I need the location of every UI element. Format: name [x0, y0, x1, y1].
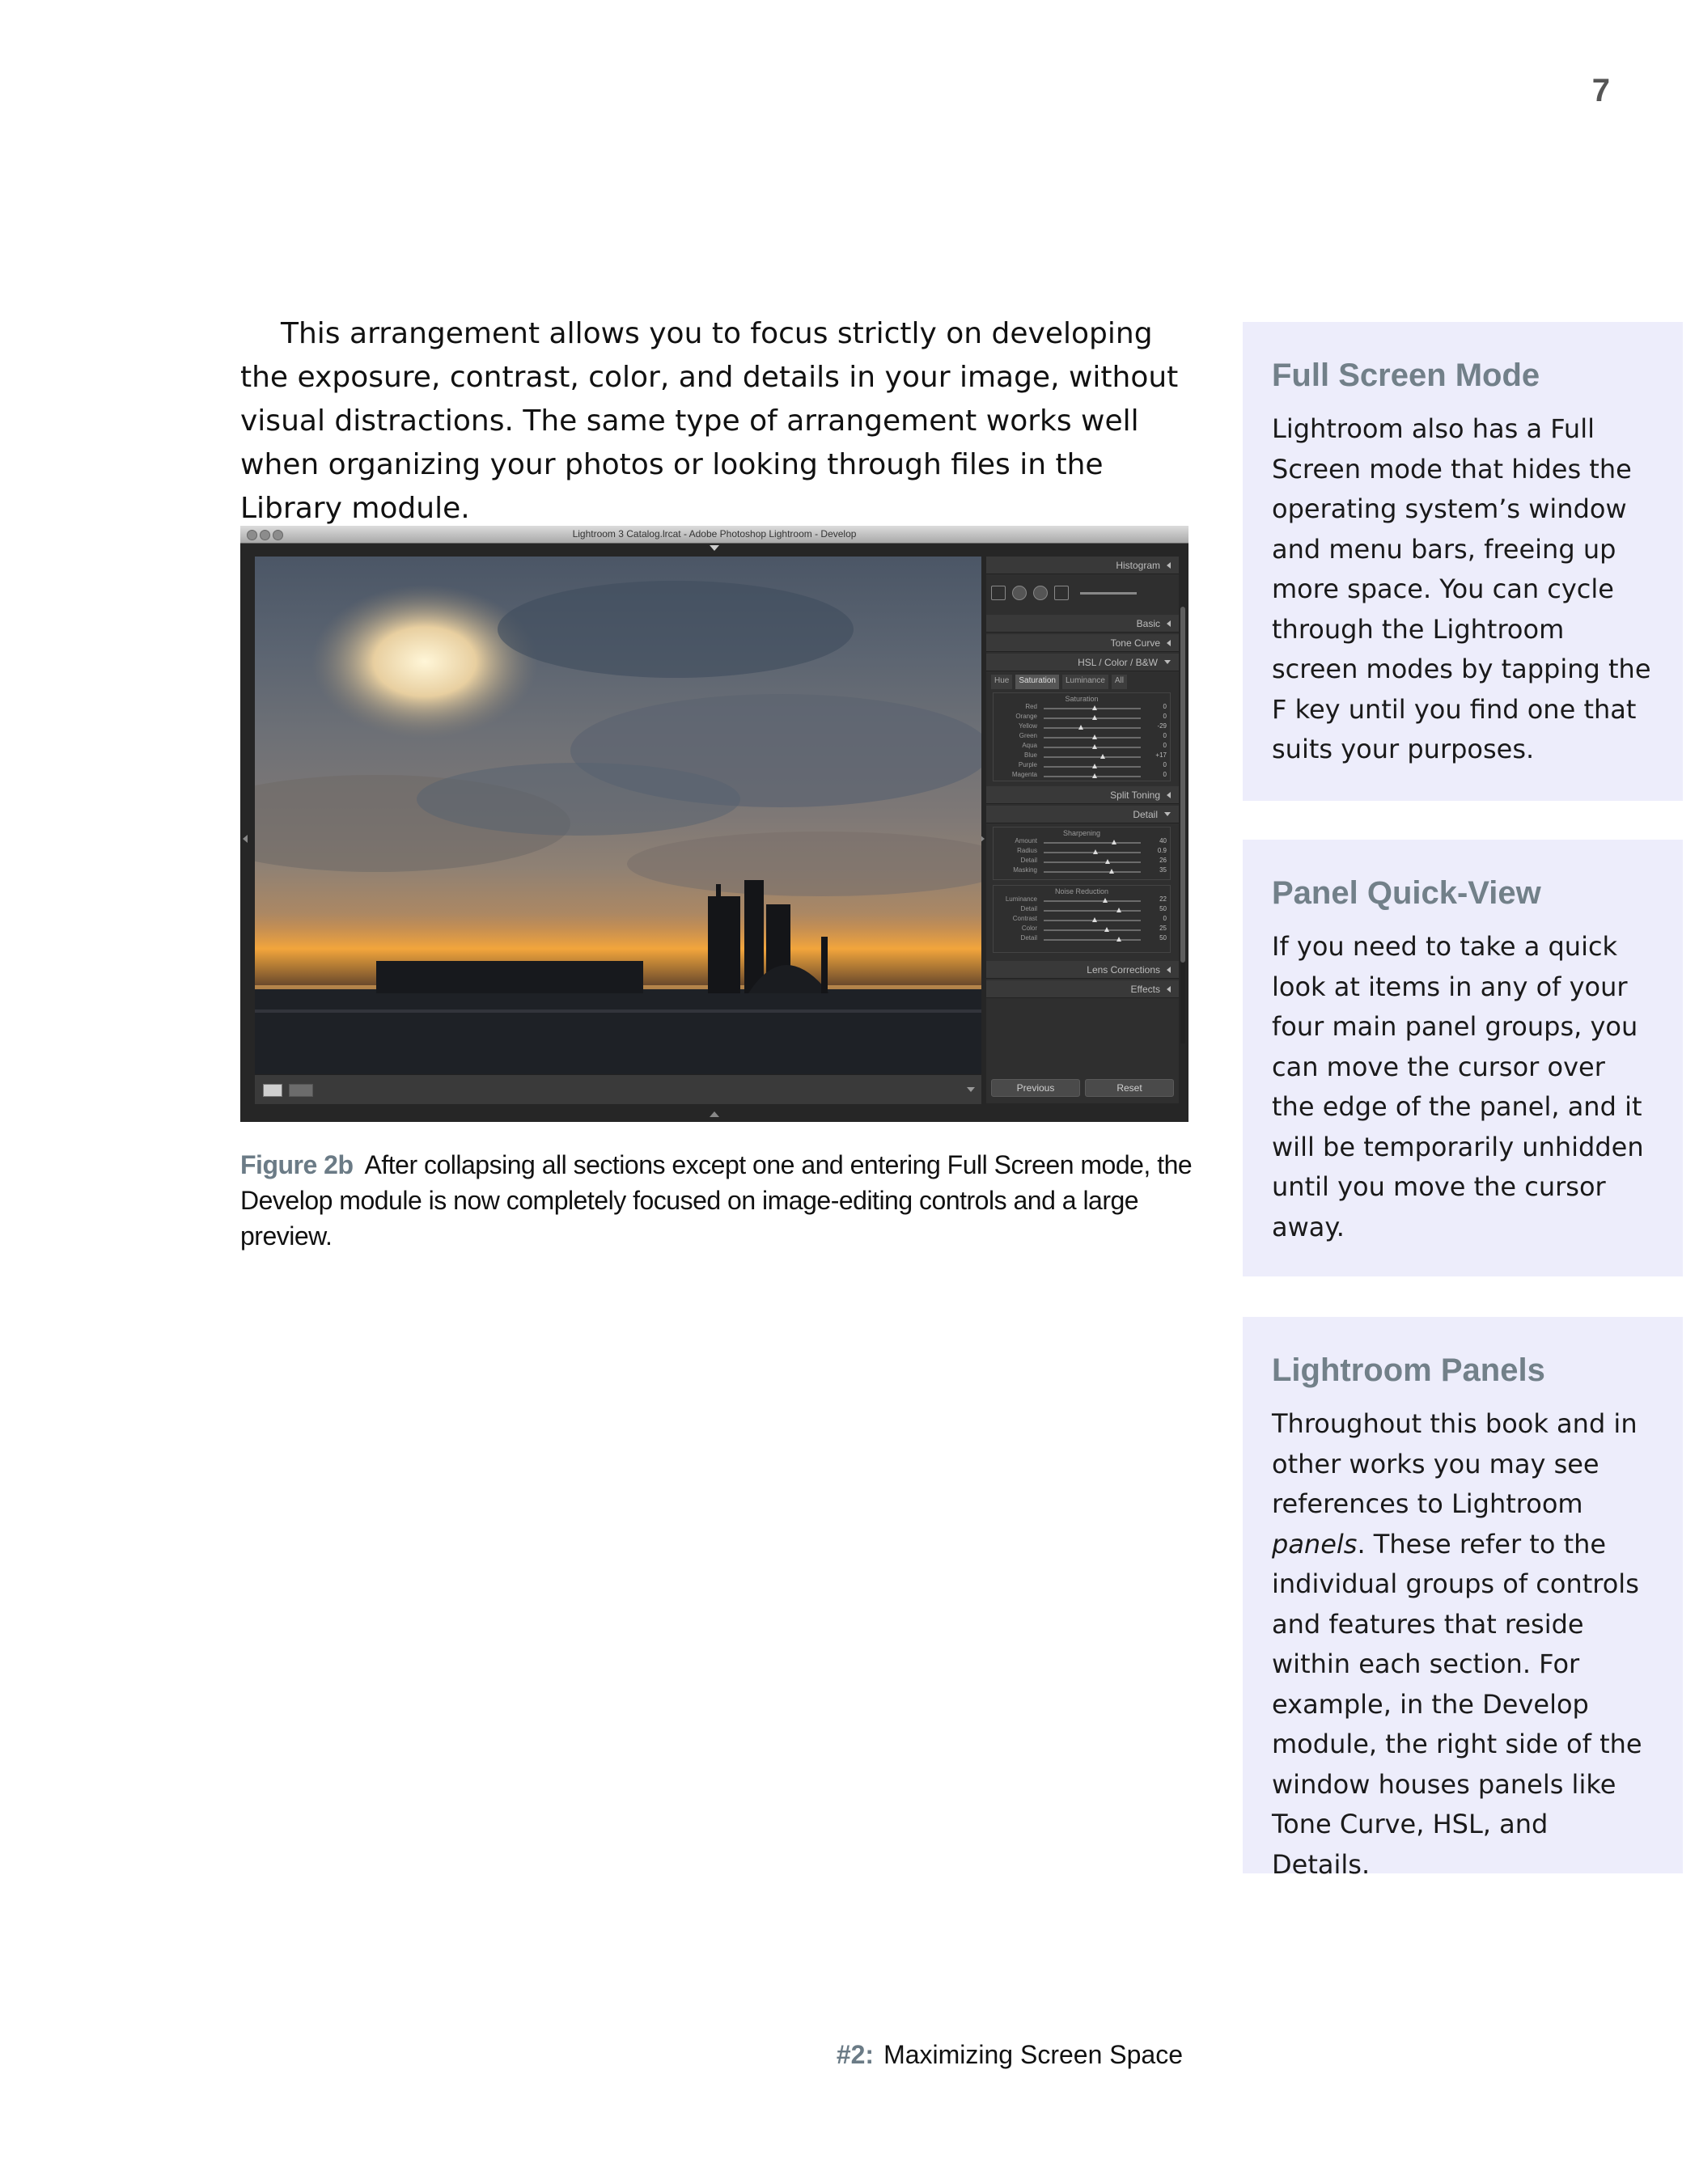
slider-value: 26 [1159, 857, 1167, 864]
slider-value: 0 [1163, 703, 1167, 710]
slider-track[interactable] [1044, 776, 1141, 777]
slider-value: 50 [1159, 934, 1167, 942]
slider-knob[interactable] [1116, 908, 1121, 912]
sidebar-text-part: Throughout this book and in other works you may see references to Lightroom [1272, 1408, 1638, 1519]
slider-value: 22 [1159, 895, 1167, 903]
compare-view-button[interactable] [289, 1084, 313, 1097]
slider-row[interactable] [997, 934, 1167, 944]
slider-knob[interactable] [1092, 705, 1097, 710]
sidebar-text: If you need to take a quick look at items in any of your four main panel groups, you can move the cursor over the edge of the panel, and it will be temporarily unhidden until you move the cursor away. [1272, 931, 1644, 1242]
toolbar-strip [255, 1074, 981, 1104]
slider-value: +17 [1155, 751, 1167, 759]
sidebar-panel-quick-view [1243, 840, 1683, 1276]
slider-row[interactable] [997, 722, 1167, 732]
left-panel-toggle-icon [243, 835, 248, 843]
slider-knob[interactable] [1092, 744, 1097, 749]
sidebar-title: Lightroom Panels [1272, 1352, 1545, 1388]
bottom-panel-toggle-icon [710, 1111, 719, 1117]
slider-row[interactable] [997, 837, 1167, 847]
slider-label: Green [1019, 732, 1037, 739]
slider-row[interactable] [997, 742, 1167, 751]
slider-track[interactable] [1044, 737, 1141, 739]
spot-removal-tool-icon[interactable] [1012, 586, 1027, 600]
graduated-filter-tool-icon[interactable] [1054, 586, 1069, 600]
slider-knob[interactable] [1116, 937, 1121, 942]
saturation-group [993, 692, 1171, 781]
slider-track[interactable] [1044, 929, 1141, 931]
slider-label: Blue [1023, 751, 1037, 759]
slider-track[interactable] [1044, 766, 1141, 768]
hsl-tabs-label: HSL / Color / B&W [1078, 656, 1158, 668]
slider-knob[interactable] [1078, 725, 1083, 730]
slider-label: Detail [1020, 905, 1037, 912]
noise-reduction-group [993, 885, 1171, 953]
slider-knob[interactable] [1105, 859, 1110, 864]
basic-panel-header[interactable] [986, 615, 1179, 633]
slider-track[interactable] [1044, 708, 1141, 709]
slider-label: Red [1025, 703, 1037, 710]
split-toning-panel-header[interactable] [986, 786, 1179, 804]
detail-label: Detail [1133, 808, 1158, 820]
window-titlebar [240, 526, 1188, 544]
sunset-industrial-photo [255, 557, 981, 1074]
effects-panel-header[interactable] [986, 980, 1179, 998]
subtab-luminance[interactable]: Luminance [1062, 675, 1108, 689]
slider-label: Purple [1018, 761, 1037, 768]
slider-knob[interactable] [1104, 927, 1109, 932]
sidebar-text: Lightroom also has a Full Screen mode that hides the operating system’s window and menu bars, freeing up more space. You can cycle through the Lightroom screen modes by tapping the F key until you find one that suits your purposes. [1272, 413, 1651, 764]
sidebar-text-part: . These refer to the individual groups of controls and features that reside within each section. For example, in the Develop module, the right side of the window houses panels like Tone Curve, HSL, and Details. [1272, 1528, 1642, 1880]
slider-label: Masking [1013, 866, 1037, 874]
tone-curve-label: Tone Curve [1110, 637, 1160, 649]
slider-track[interactable] [1044, 920, 1141, 921]
tool-strip [991, 581, 1174, 605]
slider-value: 50 [1159, 905, 1167, 912]
slider-value: 25 [1159, 925, 1167, 932]
slider-track[interactable] [1044, 727, 1141, 729]
slider-row[interactable] [997, 761, 1167, 771]
tone-curve-panel-header[interactable] [986, 634, 1179, 652]
slider-row[interactable] [997, 703, 1167, 713]
slider-row[interactable] [997, 751, 1167, 761]
slider-label: Magenta [1011, 771, 1037, 778]
develop-button-row [991, 1079, 1174, 1097]
slider-track[interactable] [1044, 900, 1141, 902]
lens-corrections-panel-header[interactable] [986, 961, 1179, 979]
slider-label: Yellow [1019, 722, 1037, 730]
effects-label: Effects [1130, 983, 1160, 995]
slider-value: 0 [1163, 742, 1167, 749]
hsl-subtabs [991, 675, 1174, 689]
slider-row[interactable] [997, 771, 1167, 781]
slider-knob[interactable] [1103, 898, 1108, 903]
sidebar-title: Panel Quick-View [1272, 875, 1541, 911]
slider-row[interactable] [997, 905, 1167, 915]
slider-value: -29 [1157, 722, 1167, 730]
slider-knob[interactable] [1093, 849, 1098, 854]
slider-track[interactable] [1044, 871, 1141, 873]
collapse-triangle-icon [1167, 967, 1171, 973]
slider-knob[interactable] [1092, 715, 1097, 720]
crop-tool-icon[interactable] [991, 586, 1006, 600]
collapse-triangle-icon [1167, 792, 1171, 798]
subtab-all[interactable]: All [1112, 675, 1127, 689]
slider-value: 35 [1159, 866, 1167, 874]
split-toning-label: Split Toning [1110, 789, 1160, 801]
basic-label: Basic [1136, 617, 1160, 629]
slider-label: Aqua [1022, 742, 1037, 749]
sidebar-text-emphasis: panels [1272, 1528, 1358, 1560]
expand-triangle-icon [1164, 812, 1171, 816]
slider-track[interactable] [1044, 939, 1141, 941]
expand-triangle-icon [1164, 660, 1171, 664]
lens-corrections-label: Lens Corrections [1087, 963, 1160, 976]
photo-preview [255, 557, 981, 1074]
footer-title: Maximizing Screen Space [883, 2040, 1183, 2069]
slider-track[interactable] [1044, 842, 1141, 844]
slider-knob[interactable] [1092, 734, 1097, 739]
noise-reduction-title: Noise Reduction [1054, 887, 1109, 895]
caption-text: After collapsing all sections except one and entering Full Screen mode, the Develop module is now completely focused on image-editing controls and a large preview. [240, 1150, 1193, 1251]
slider-knob[interactable] [1112, 840, 1116, 844]
sidebar-full-screen-mode [1243, 322, 1683, 801]
panel-scrollbar[interactable] [1180, 607, 1185, 1043]
brush-tool-slider[interactable] [1080, 592, 1137, 595]
figure-screenshot [240, 526, 1188, 1122]
slider-label: Luminance [1005, 895, 1037, 903]
previous-button[interactable]: Previous [991, 1079, 1080, 1097]
slider-value: 0.9 [1157, 847, 1167, 854]
panel-scrollbar-thumb[interactable] [1180, 607, 1185, 963]
slider-track[interactable] [1044, 756, 1141, 758]
slider-track[interactable] [1044, 747, 1141, 748]
slider-knob[interactable] [1092, 764, 1097, 768]
histogram-panel-header[interactable] [986, 557, 1179, 574]
slider-knob[interactable] [1092, 773, 1097, 778]
slider-track[interactable] [1044, 910, 1141, 912]
histogram-label: Histogram [1116, 559, 1160, 571]
footer-chapter: #2: [836, 2040, 875, 2069]
slider-value: 0 [1163, 713, 1167, 720]
slider-track[interactable] [1044, 717, 1141, 719]
slider-label: Orange [1015, 713, 1037, 720]
slider-value: 0 [1163, 915, 1167, 922]
slider-row[interactable] [997, 915, 1167, 925]
develop-right-panel [986, 557, 1179, 1103]
reset-button[interactable]: Reset [1085, 1079, 1174, 1097]
slider-knob[interactable] [1092, 917, 1097, 922]
loupe-view-button[interactable] [263, 1084, 282, 1097]
slider-knob[interactable] [1109, 869, 1114, 874]
slider-row[interactable] [997, 857, 1167, 866]
sidebar-text [1272, 1404, 1654, 1885]
slider-value: 40 [1159, 837, 1167, 844]
sidebar-lightroom-panels [1243, 1317, 1683, 1880]
detail-panel-header[interactable] [986, 806, 1179, 823]
top-panel-toggle-icon [710, 545, 719, 551]
slider-label: Contrast [1012, 915, 1037, 922]
sidebar-title: Full Screen Mode [1272, 358, 1540, 393]
collapse-triangle-icon [1167, 620, 1171, 627]
collapse-triangle-icon [1167, 562, 1171, 569]
slider-row[interactable] [997, 713, 1167, 722]
red-eye-tool-icon[interactable] [1033, 586, 1048, 600]
slider-value: 0 [1163, 771, 1167, 778]
sharpening-title: Sharpening [1062, 829, 1101, 837]
slider-row[interactable] [997, 925, 1167, 934]
body-paragraph: This arrangement allows you to focus strictly on developing the exposure, contrast, color, and details in your image, without visual distractions. The same type of arrangement works well when organizing your photos or looking through files in the Library module. [240, 317, 1179, 525]
toolbar-menu-chevron-icon[interactable] [967, 1087, 975, 1092]
slider-row[interactable] [997, 866, 1167, 876]
slider-label: Amount [1015, 837, 1037, 844]
figure-label: Figure 2b [240, 1150, 354, 1179]
running-footer [566, 2040, 1183, 2070]
subtab-hue[interactable]: Hue [991, 675, 1012, 689]
slider-track[interactable] [1044, 861, 1141, 863]
sharpening-group [993, 827, 1171, 880]
slider-track[interactable] [1044, 852, 1141, 853]
slider-value: 0 [1163, 732, 1167, 739]
window-title: Lightroom 3 Catalog.lrcat - Adobe Photoshop Lightroom - Develop [572, 528, 857, 540]
saturation-title: Saturation [1065, 695, 1099, 703]
slider-value: 0 [1163, 761, 1167, 768]
subtab-saturation[interactable]: Saturation [1015, 675, 1059, 689]
slider-row[interactable] [997, 732, 1167, 742]
collapse-triangle-icon [1167, 986, 1171, 993]
page-number: 7 [1591, 73, 1610, 108]
figure-caption [240, 1147, 1195, 1254]
slider-label: Color [1021, 925, 1037, 932]
collapse-triangle-icon [1167, 640, 1171, 646]
slider-knob[interactable] [1100, 754, 1105, 759]
slider-label: Detail [1020, 857, 1037, 864]
slider-label: Radius [1017, 847, 1037, 854]
hsl-panel-header[interactable] [986, 654, 1179, 671]
slider-label: Detail [1020, 934, 1037, 942]
slider-row[interactable] [997, 895, 1167, 905]
slider-row[interactable] [997, 847, 1167, 857]
